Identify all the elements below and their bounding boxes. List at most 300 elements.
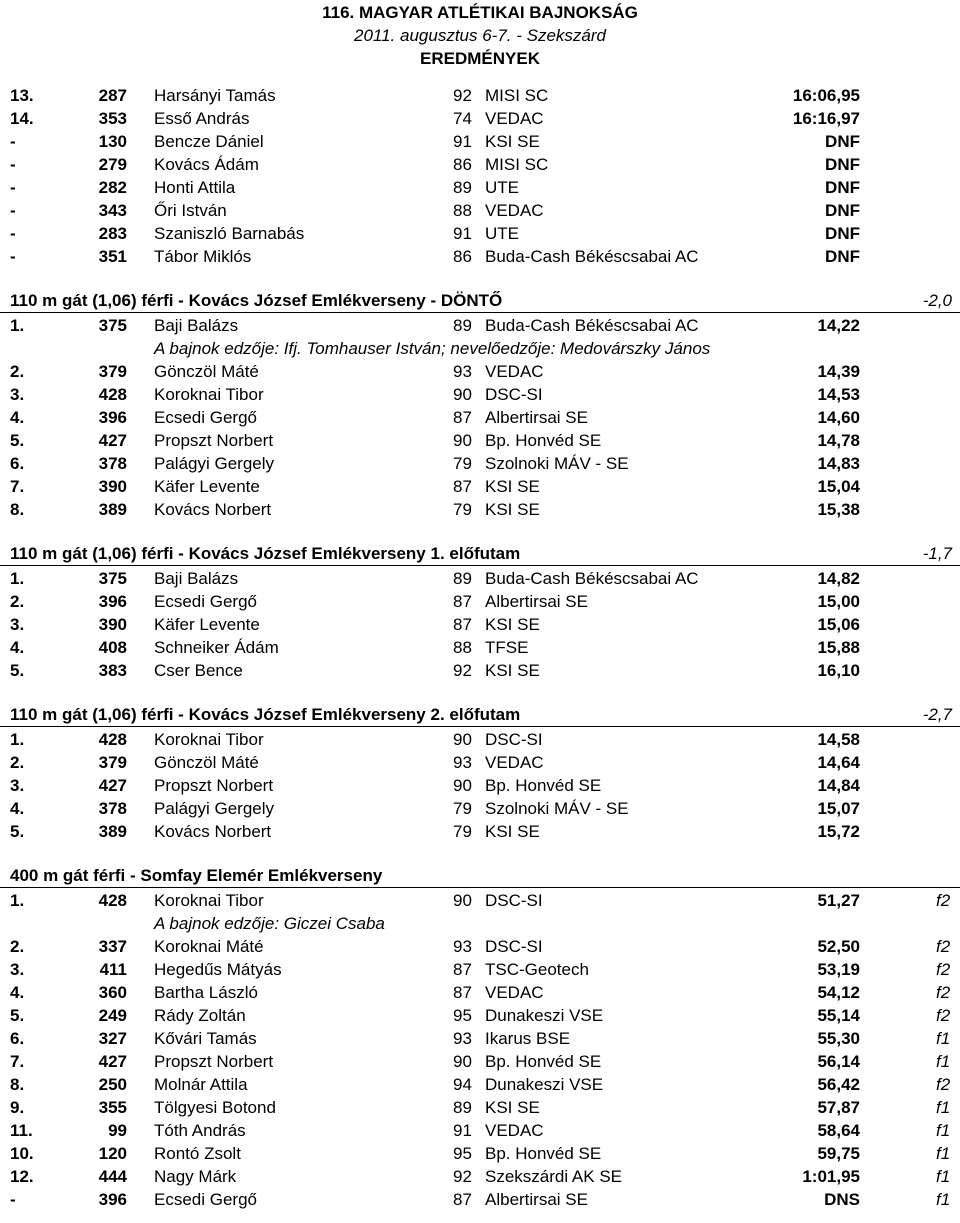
place-cell: 9. <box>10 1098 25 1117</box>
place-cell: 11. <box>10 1121 33 1140</box>
birth-year-cell: 87 <box>453 477 472 496</box>
result-cell: 14,64 <box>817 753 860 772</box>
club-cell: VEDAC <box>485 201 544 220</box>
bib-number-cell: 99 <box>108 1121 127 1140</box>
athlete-name-cell: Baji Balázs <box>154 316 239 335</box>
event-title: 110 m gát (1,06) férfi - Kovács József Emlékverseny 1. előfutam <box>10 544 521 563</box>
result-row <box>0 981 960 1004</box>
wind-reading: -2,7 <box>922 705 952 724</box>
result-row <box>0 1119 960 1142</box>
birth-year-cell: 94 <box>453 1075 472 1094</box>
athlete-name-cell: Gönczöl Máté <box>154 753 259 772</box>
birth-year-cell: 87 <box>453 615 472 634</box>
birth-year-cell: 87 <box>453 592 472 611</box>
athlete-name-cell: Koroknai Tibor <box>154 385 264 404</box>
birth-year-cell: 87 <box>453 1190 472 1209</box>
birth-year-cell: 86 <box>453 155 472 174</box>
result-cell: 52,50 <box>817 937 860 956</box>
place-cell: 2. <box>10 937 25 956</box>
athlete-name-cell: Schneiker Ádám <box>154 638 279 657</box>
result-cell: DNF <box>825 201 860 220</box>
result-cell: 14,39 <box>817 362 860 381</box>
birth-year-cell: 90 <box>453 385 472 404</box>
result-cell: 14,82 <box>817 569 860 588</box>
heat-note-cell: f2 <box>936 1006 951 1025</box>
place-cell: 5. <box>10 822 25 841</box>
place-cell: 2. <box>10 592 25 611</box>
club-cell: KSI SE <box>485 132 540 151</box>
result-cell: DNF <box>825 132 860 151</box>
result-row <box>0 153 960 176</box>
heat-note-cell: f2 <box>936 960 951 979</box>
result-row <box>0 751 960 774</box>
place-cell: 2. <box>10 753 25 772</box>
athlete-name-cell: Propszt Norbert <box>154 1052 274 1071</box>
results-heading: EREDMÉNYEK <box>420 49 540 68</box>
result-row <box>0 383 960 406</box>
place-cell: 1. <box>10 730 25 749</box>
athlete-name-cell: Kovács Norbert <box>154 822 272 841</box>
club-cell: TSC-Geotech <box>485 960 589 979</box>
birth-year-cell: 86 <box>453 247 472 266</box>
athlete-name-cell: Esső András <box>154 109 250 128</box>
bib-number-cell: 383 <box>98 661 127 680</box>
club-cell: DSC-SI <box>485 385 543 404</box>
athlete-name-cell: Koroknai Tibor <box>154 891 264 910</box>
bib-number-cell: 279 <box>98 155 127 174</box>
result-cell: 56,42 <box>817 1075 860 1094</box>
result-row <box>0 820 960 843</box>
place-cell: 7. <box>10 1052 25 1071</box>
wind-reading: -2,0 <box>922 291 952 310</box>
club-cell: DSC-SI <box>485 891 543 910</box>
athlete-name-cell: Szaniszló Barnabás <box>154 224 305 243</box>
athlete-name-cell: Propszt Norbert <box>154 431 274 450</box>
athlete-name-cell: Koroknai Tibor <box>154 730 264 749</box>
club-cell: DSC-SI <box>485 730 543 749</box>
bib-number-cell: 396 <box>98 1190 127 1209</box>
heat-note-cell: f1 <box>936 1190 951 1209</box>
club-cell: UTE <box>485 224 519 243</box>
result-cell: 15,04 <box>817 477 860 496</box>
bib-number-cell: 379 <box>98 753 127 772</box>
club-cell: KSI SE <box>485 661 540 680</box>
heat-note-cell: f2 <box>936 937 951 956</box>
heat-note-cell: f1 <box>936 1167 951 1186</box>
club-cell: Bp. Honvéd SE <box>485 1052 602 1071</box>
athlete-name-cell: Ecsedi Gergő <box>154 1190 257 1209</box>
bib-number-cell: 379 <box>98 362 127 381</box>
bib-number-cell: 389 <box>98 500 127 519</box>
result-row <box>0 245 960 268</box>
birth-year-cell: 79 <box>453 500 472 519</box>
birth-year-cell: 87 <box>453 983 472 1002</box>
athlete-name-cell: Rády Zoltán <box>154 1006 246 1025</box>
birth-year-cell: 93 <box>453 1029 472 1048</box>
result-row <box>0 429 960 452</box>
birth-year-cell: 79 <box>453 822 472 841</box>
place-cell: 4. <box>10 983 25 1002</box>
event-section-header <box>0 865 960 888</box>
birth-year-cell: 89 <box>453 316 472 335</box>
club-cell: TFSE <box>485 638 529 657</box>
birth-year-cell: 93 <box>453 753 472 772</box>
athlete-name-cell: Koroknai Máté <box>154 937 264 956</box>
result-cell: 15,06 <box>817 615 860 634</box>
result-row <box>0 199 960 222</box>
result-row <box>0 797 960 820</box>
result-cell: 14,58 <box>817 730 860 749</box>
place-cell: 3. <box>10 960 25 979</box>
bib-number-cell: 355 <box>98 1098 127 1117</box>
club-cell: KSI SE <box>485 615 540 634</box>
result-row <box>0 1050 960 1073</box>
event-section-header <box>0 290 960 313</box>
club-cell: VEDAC <box>485 753 544 772</box>
result-cell: 55,14 <box>817 1006 860 1025</box>
birth-year-cell: 89 <box>453 569 472 588</box>
athlete-name-cell: Cser Bence <box>154 661 243 680</box>
result-cell: DNF <box>825 178 860 197</box>
page-title: 116. MAGYAR ATLÉTIKAI BAJNOKSÁG <box>322 3 638 22</box>
club-cell: VEDAC <box>485 362 544 381</box>
result-cell: 14,84 <box>817 776 860 795</box>
coach-note: A bajnok edzője: Giczei Csaba <box>154 914 385 933</box>
birth-year-cell: 87 <box>453 408 472 427</box>
athlete-name-cell: Harsányi Tamás <box>154 86 276 105</box>
bib-number-cell: 428 <box>98 730 127 749</box>
place-cell: 5. <box>10 1006 25 1025</box>
athlete-name-cell: Propszt Norbert <box>154 776 274 795</box>
club-cell: Ikarus BSE <box>485 1029 571 1048</box>
result-cell: 16:06,95 <box>792 86 860 105</box>
bib-number-cell: 250 <box>98 1075 127 1094</box>
heat-note-cell: f1 <box>936 1121 951 1140</box>
result-row <box>0 1096 960 1119</box>
birth-year-cell: 92 <box>453 1167 472 1186</box>
place-cell: 8. <box>10 1075 25 1094</box>
place-cell: 4. <box>10 638 25 657</box>
result-row <box>0 636 960 659</box>
result-row <box>0 1188 960 1211</box>
club-cell: KSI SE <box>485 1098 540 1117</box>
club-cell: Dunakeszi VSE <box>485 1006 604 1025</box>
athlete-name-cell: Tölgyesi Botond <box>154 1098 276 1117</box>
bib-number-cell: 351 <box>98 247 127 266</box>
heat-note-cell: f1 <box>936 1144 951 1163</box>
event-section-header <box>0 543 960 566</box>
birth-year-cell: 90 <box>453 776 472 795</box>
birth-year-cell: 91 <box>453 224 472 243</box>
bib-number-cell: 283 <box>98 224 127 243</box>
club-cell: Buda-Cash Békéscsabai AC <box>485 247 699 266</box>
result-row <box>0 567 960 590</box>
result-row <box>0 84 960 107</box>
club-cell: MISI SC <box>485 155 549 174</box>
result-cell: 15,00 <box>817 592 860 611</box>
place-cell: 5. <box>10 431 25 450</box>
club-cell: Buda-Cash Békéscsabai AC <box>485 569 699 588</box>
birth-year-cell: 95 <box>453 1144 472 1163</box>
coach-note: A bajnok edzője: Ifj. Tomhauser István; nevelőedzője: Medovárszky János <box>154 339 711 358</box>
birth-year-cell: 88 <box>453 201 472 220</box>
heat-note-cell: f1 <box>936 1029 951 1048</box>
birth-year-cell: 95 <box>453 1006 472 1025</box>
event-title: 400 m gát férfi - Somfay Elemér Emlékverseny <box>10 866 383 885</box>
result-cell: 14,83 <box>817 454 860 473</box>
result-cell: 16:16,97 <box>792 109 860 128</box>
bib-number-cell: 360 <box>98 983 127 1002</box>
place-cell: 4. <box>10 799 25 818</box>
bib-number-cell: 428 <box>98 385 127 404</box>
place-cell: - <box>10 132 16 151</box>
club-cell: Buda-Cash Békéscsabai AC <box>485 316 699 335</box>
event-title: 110 m gát (1,06) férfi - Kovács József Emlékverseny 2. előfutam <box>10 705 521 724</box>
athlete-name-cell: Honti Attila <box>154 178 236 197</box>
bib-number-cell: 396 <box>98 592 127 611</box>
club-cell: DSC-SI <box>485 937 543 956</box>
place-cell: - <box>10 155 16 174</box>
result-row <box>0 498 960 521</box>
athlete-name-cell: Palágyi Gergely <box>154 454 275 473</box>
result-row <box>0 1004 960 1027</box>
bib-number-cell: 428 <box>98 891 127 910</box>
club-cell: KSI SE <box>485 822 540 841</box>
result-row <box>0 728 960 751</box>
club-cell: VEDAC <box>485 983 544 1002</box>
athlete-name-cell: Bartha László <box>154 983 258 1002</box>
result-cell: 14,78 <box>817 431 860 450</box>
athlete-name-cell: Tóth András <box>154 1121 246 1140</box>
result-cell: 56,14 <box>817 1052 860 1071</box>
result-row <box>0 958 960 981</box>
result-cell: DNF <box>825 155 860 174</box>
result-cell: DNS <box>824 1190 860 1209</box>
place-cell: 10. <box>10 1144 34 1163</box>
result-cell: 15,38 <box>817 500 860 519</box>
place-cell: 7. <box>10 477 25 496</box>
result-cell: 15,72 <box>817 822 860 841</box>
athlete-name-cell: Molnár Attila <box>154 1075 248 1094</box>
athlete-name-cell: Bencze Dániel <box>154 132 264 151</box>
birth-year-cell: 90 <box>453 891 472 910</box>
bib-number-cell: 390 <box>98 615 127 634</box>
club-cell: Szekszárdi AK SE <box>485 1167 623 1186</box>
result-row <box>0 222 960 245</box>
place-cell: 1. <box>10 891 25 910</box>
birth-year-cell: 79 <box>453 454 472 473</box>
athlete-name-cell: Käfer Levente <box>154 477 260 496</box>
bib-number-cell: 408 <box>98 638 127 657</box>
heat-note-cell: f1 <box>936 1098 951 1117</box>
result-row <box>0 130 960 153</box>
result-cell: 58,64 <box>817 1121 860 1140</box>
birth-year-cell: 92 <box>453 661 472 680</box>
heat-note-cell: f2 <box>936 983 951 1002</box>
result-row <box>0 1142 960 1165</box>
club-cell: Bp. Honvéd SE <box>485 431 602 450</box>
event-title: 110 m gát (1,06) férfi - Kovács József Emlékverseny - DÖNTŐ <box>10 291 503 310</box>
result-cell: DNF <box>825 224 860 243</box>
birth-year-cell: 74 <box>453 109 472 128</box>
bib-number-cell: 249 <box>98 1006 127 1025</box>
athlete-name-cell: Kovács Norbert <box>154 500 272 519</box>
athlete-name-cell: Palágyi Gergely <box>154 799 275 818</box>
club-cell: Albertirsai SE <box>485 1190 588 1209</box>
place-cell: 1. <box>10 569 25 588</box>
birth-year-cell: 79 <box>453 799 472 818</box>
result-cell: 15,07 <box>817 799 860 818</box>
birth-year-cell: 88 <box>453 638 472 657</box>
athlete-name-cell: Käfer Levente <box>154 615 260 634</box>
athlete-name-cell: Ecsedi Gergő <box>154 592 257 611</box>
place-cell: 3. <box>10 385 25 404</box>
club-cell: Albertirsai SE <box>485 592 588 611</box>
bib-number-cell: 427 <box>98 1052 127 1071</box>
place-cell: 3. <box>10 776 25 795</box>
place-cell: 13. <box>10 86 34 105</box>
birth-year-cell: 91 <box>453 1121 472 1140</box>
place-cell: 2. <box>10 362 25 381</box>
athlete-name-cell: Őri István <box>154 201 227 220</box>
result-row <box>0 360 960 383</box>
bib-number-cell: 327 <box>98 1029 127 1048</box>
place-cell: 12. <box>10 1167 34 1186</box>
place-cell: - <box>10 1190 16 1209</box>
bib-number-cell: 287 <box>98 86 127 105</box>
bib-number-cell: 375 <box>98 316 127 335</box>
birth-year-cell: 93 <box>453 362 472 381</box>
club-cell: MISI SC <box>485 86 549 105</box>
result-row <box>0 406 960 429</box>
bib-number-cell: 427 <box>98 776 127 795</box>
result-row <box>0 590 960 613</box>
birth-year-cell: 89 <box>453 178 472 197</box>
place-cell: 8. <box>10 500 25 519</box>
place-cell: 3. <box>10 615 25 634</box>
result-cell: 16,10 <box>817 661 860 680</box>
result-row <box>0 774 960 797</box>
club-cell: Bp. Honvéd SE <box>485 776 602 795</box>
athlete-name-cell: Kővári Tamás <box>154 1029 257 1048</box>
birth-year-cell: 90 <box>453 730 472 749</box>
place-cell: - <box>10 224 16 243</box>
club-cell: KSI SE <box>485 477 540 496</box>
club-cell: VEDAC <box>485 109 544 128</box>
result-row <box>0 889 960 912</box>
bib-number-cell: 378 <box>98 799 127 818</box>
birth-year-cell: 91 <box>453 132 472 151</box>
result-row <box>0 1165 960 1188</box>
bib-number-cell: 375 <box>98 569 127 588</box>
result-cell: 55,30 <box>817 1029 860 1048</box>
place-cell: - <box>10 247 16 266</box>
place-cell: 1. <box>10 316 25 335</box>
bib-number-cell: 120 <box>98 1144 127 1163</box>
club-cell: Szolnoki MÁV - SE <box>485 799 629 818</box>
result-cell: 14,53 <box>817 385 860 404</box>
result-cell: 51,27 <box>817 891 860 910</box>
result-row <box>0 107 960 130</box>
heat-note-cell: f2 <box>936 891 951 910</box>
result-row <box>0 613 960 636</box>
wind-reading: -1,7 <box>922 544 952 563</box>
club-cell: Albertirsai SE <box>485 408 588 427</box>
result-cell: 14,60 <box>817 408 860 427</box>
heat-note-cell: f1 <box>936 1052 951 1071</box>
athlete-name-cell: Rontó Zsolt <box>154 1144 241 1163</box>
place-cell: - <box>10 178 16 197</box>
event-section-header <box>0 704 960 727</box>
place-cell: 5. <box>10 661 25 680</box>
club-cell: Dunakeszi VSE <box>485 1075 604 1094</box>
result-cell: 1:01,95 <box>802 1167 860 1186</box>
club-cell: Szolnoki MÁV - SE <box>485 454 629 473</box>
bib-number-cell: 396 <box>98 408 127 427</box>
athlete-name-cell: Kovács Ádám <box>154 155 259 174</box>
birth-year-cell: 90 <box>453 431 472 450</box>
place-cell: - <box>10 201 16 220</box>
athlete-name-cell: Nagy Márk <box>154 1167 237 1186</box>
result-row <box>0 452 960 475</box>
athlete-name-cell: Baji Balázs <box>154 569 239 588</box>
birth-year-cell: 87 <box>453 960 472 979</box>
result-cell: 59,75 <box>817 1144 860 1163</box>
club-cell: KSI SE <box>485 500 540 519</box>
place-cell: 6. <box>10 454 25 473</box>
result-row <box>0 1027 960 1050</box>
athlete-name-cell: Hegedűs Mátyás <box>154 960 282 979</box>
result-cell: 15,88 <box>817 638 860 657</box>
athlete-name-cell: Tábor Miklós <box>154 247 252 266</box>
athlete-name-cell: Gönczöl Máté <box>154 362 259 381</box>
bib-number-cell: 444 <box>98 1167 127 1186</box>
bib-number-cell: 353 <box>98 109 127 128</box>
bib-number-cell: 390 <box>98 477 127 496</box>
place-cell: 4. <box>10 408 25 427</box>
bib-number-cell: 411 <box>99 960 127 979</box>
birth-year-cell: 90 <box>453 1052 472 1071</box>
bib-number-cell: 337 <box>98 937 127 956</box>
result-row <box>0 659 960 682</box>
result-cell: 53,19 <box>817 960 860 979</box>
place-cell: 6. <box>10 1029 25 1048</box>
bib-number-cell: 343 <box>98 201 127 220</box>
club-cell: UTE <box>485 178 519 197</box>
bib-number-cell: 378 <box>98 454 127 473</box>
birth-year-cell: 89 <box>453 1098 472 1117</box>
result-row <box>0 935 960 958</box>
result-cell: 54,12 <box>817 983 860 1002</box>
event-date-location: 2011. augusztus 6-7. - Szekszárd <box>354 26 606 45</box>
result-cell: DNF <box>825 247 860 266</box>
club-cell: VEDAC <box>485 1121 544 1140</box>
birth-year-cell: 93 <box>453 937 472 956</box>
result-row <box>0 1073 960 1096</box>
result-cell: 57,87 <box>817 1098 860 1117</box>
birth-year-cell: 92 <box>453 86 472 105</box>
bib-number-cell: 389 <box>98 822 127 841</box>
heat-note-cell: f2 <box>936 1075 951 1094</box>
result-row <box>0 314 960 337</box>
bib-number-cell: 130 <box>98 132 127 151</box>
bib-number-cell: 427 <box>98 431 127 450</box>
athlete-name-cell: Ecsedi Gergő <box>154 408 257 427</box>
bib-number-cell: 282 <box>98 178 127 197</box>
club-cell: Bp. Honvéd SE <box>485 1144 602 1163</box>
result-row <box>0 475 960 498</box>
place-cell: 14. <box>10 109 34 128</box>
